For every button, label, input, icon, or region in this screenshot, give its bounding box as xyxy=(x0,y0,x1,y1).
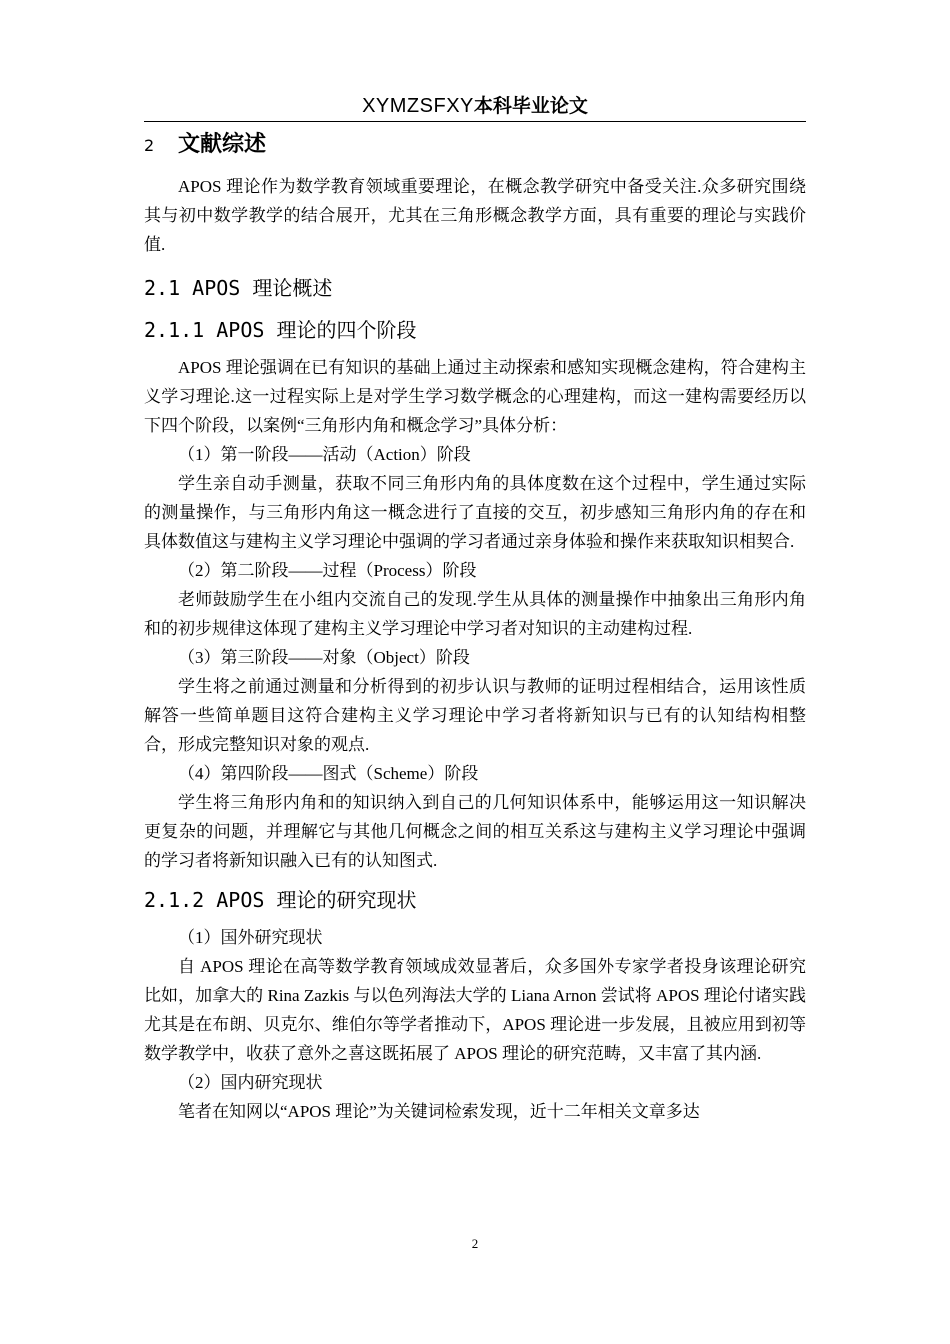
stage-2-title: （2）第二阶段——过程（Process）阶段 xyxy=(178,561,477,580)
header-thesis-label: 本科毕业论文 xyxy=(473,95,588,117)
chapter-number: 2 xyxy=(144,136,155,155)
stages-intro-paragraph: APOS 理论强调在已有知识的基础上通过主动探索和感知实现概念建构，符合建构主义学习理论.这一过程实际上是对学生学习数学概念的心理建构，而这一建构需要经历以下四个阶段，以案例“三角形内角和概念学习”具体分析： xyxy=(144,358,806,435)
domestic-research-title: （2）国内研究现状 xyxy=(178,1073,323,1092)
stage-3-title: （3）第三阶段——对象（Object）阶段 xyxy=(178,648,470,667)
page-number: 2 xyxy=(471,1236,479,1251)
stage-1-paragraph: 学生亲自动手测量，获取不同三角形内角的具体度数在这个过程中，学生通过实际的测量操作，与三角形内角这一概念进行了直接的交互，初步感知三角形内角的存在和具体数值这与建构主义学习理论中强调的学习者通过亲身体验和操作来获取知识相契合. xyxy=(144,474,806,551)
domestic-research-paragraph: 笔者在知网以“APOS 理论”为关键词检索发现，近十二年相关文章多达 xyxy=(178,1102,700,1121)
page-body xyxy=(144,124,806,1126)
chapter-intro-paragraph: APOS 理论作为数学教育领域重要理论，在概念教学研究中备受关注.众多研究围绕其与初中数学教学的结合展开，尤其在三角形概念教学方面，具有重要的理论与实践价值. xyxy=(144,177,806,254)
header-school-code: XYMZSFXY xyxy=(362,95,474,117)
section-2-1-heading: 2.1 APOS 理论概述 xyxy=(144,276,333,300)
stage-4-title: （4）第四阶段——图式（Scheme）阶段 xyxy=(178,764,479,783)
stage-2-paragraph: 老师鼓励学生在小组内交流自己的发现.学生从具体的测量操作中抽象出三角形内角和的初步规律这体现了建构主义学习理论中学习者对知识的主动建构过程. xyxy=(144,590,806,638)
chapter-heading xyxy=(144,128,806,162)
foreign-research-paragraph: 自 APOS 理论在高等数学教育领域成效显著后，众多国外专家学者投身该理论研究比如，加拿大的 Rina Zazkis 与以色列海法大学的 Liana Arnon 尝试将 APOS 理论付诸实践尤其是在布朗、贝克尔、维伯尔等学者推动下，APOS 理论进一步发展，且被应用到初等数学教学中，收获了意外之喜这既拓展了 APOS 理论的研究范畴，又丰富了其内涵. xyxy=(144,957,806,1063)
header-rule xyxy=(144,121,806,122)
stage-3-paragraph: 学生将之前通过测量和分析得到的初步认识与教师的证明过程相结合，运用该性质解答一些简单题目这符合建构主义学习理论中学习者将新知识与已有的认知结构相整合，形成完整知识对象的观点. xyxy=(144,677,806,754)
stage-4-paragraph: 学生将三角形内角和的知识纳入到自己的几何知识体系中，能够运用这一知识解决更复杂的问题，并理解它与其他几何概念之间的相互关系这与建构主义学习理论中强调的学习者将新知识融入已有的认知图式. xyxy=(144,793,806,870)
foreign-research-title: （1）国外研究现状 xyxy=(178,928,323,947)
stage-1-title: （1）第一阶段——活动（Action）阶段 xyxy=(178,445,471,464)
chapter-title: 文献综述 xyxy=(178,132,267,157)
section-2-1-1-heading: 2.1.1 APOS 理论的四个阶段 xyxy=(144,318,417,342)
section-2-1-2-heading: 2.1.2 APOS 理论的研究现状 xyxy=(144,888,417,912)
running-header xyxy=(144,92,806,120)
